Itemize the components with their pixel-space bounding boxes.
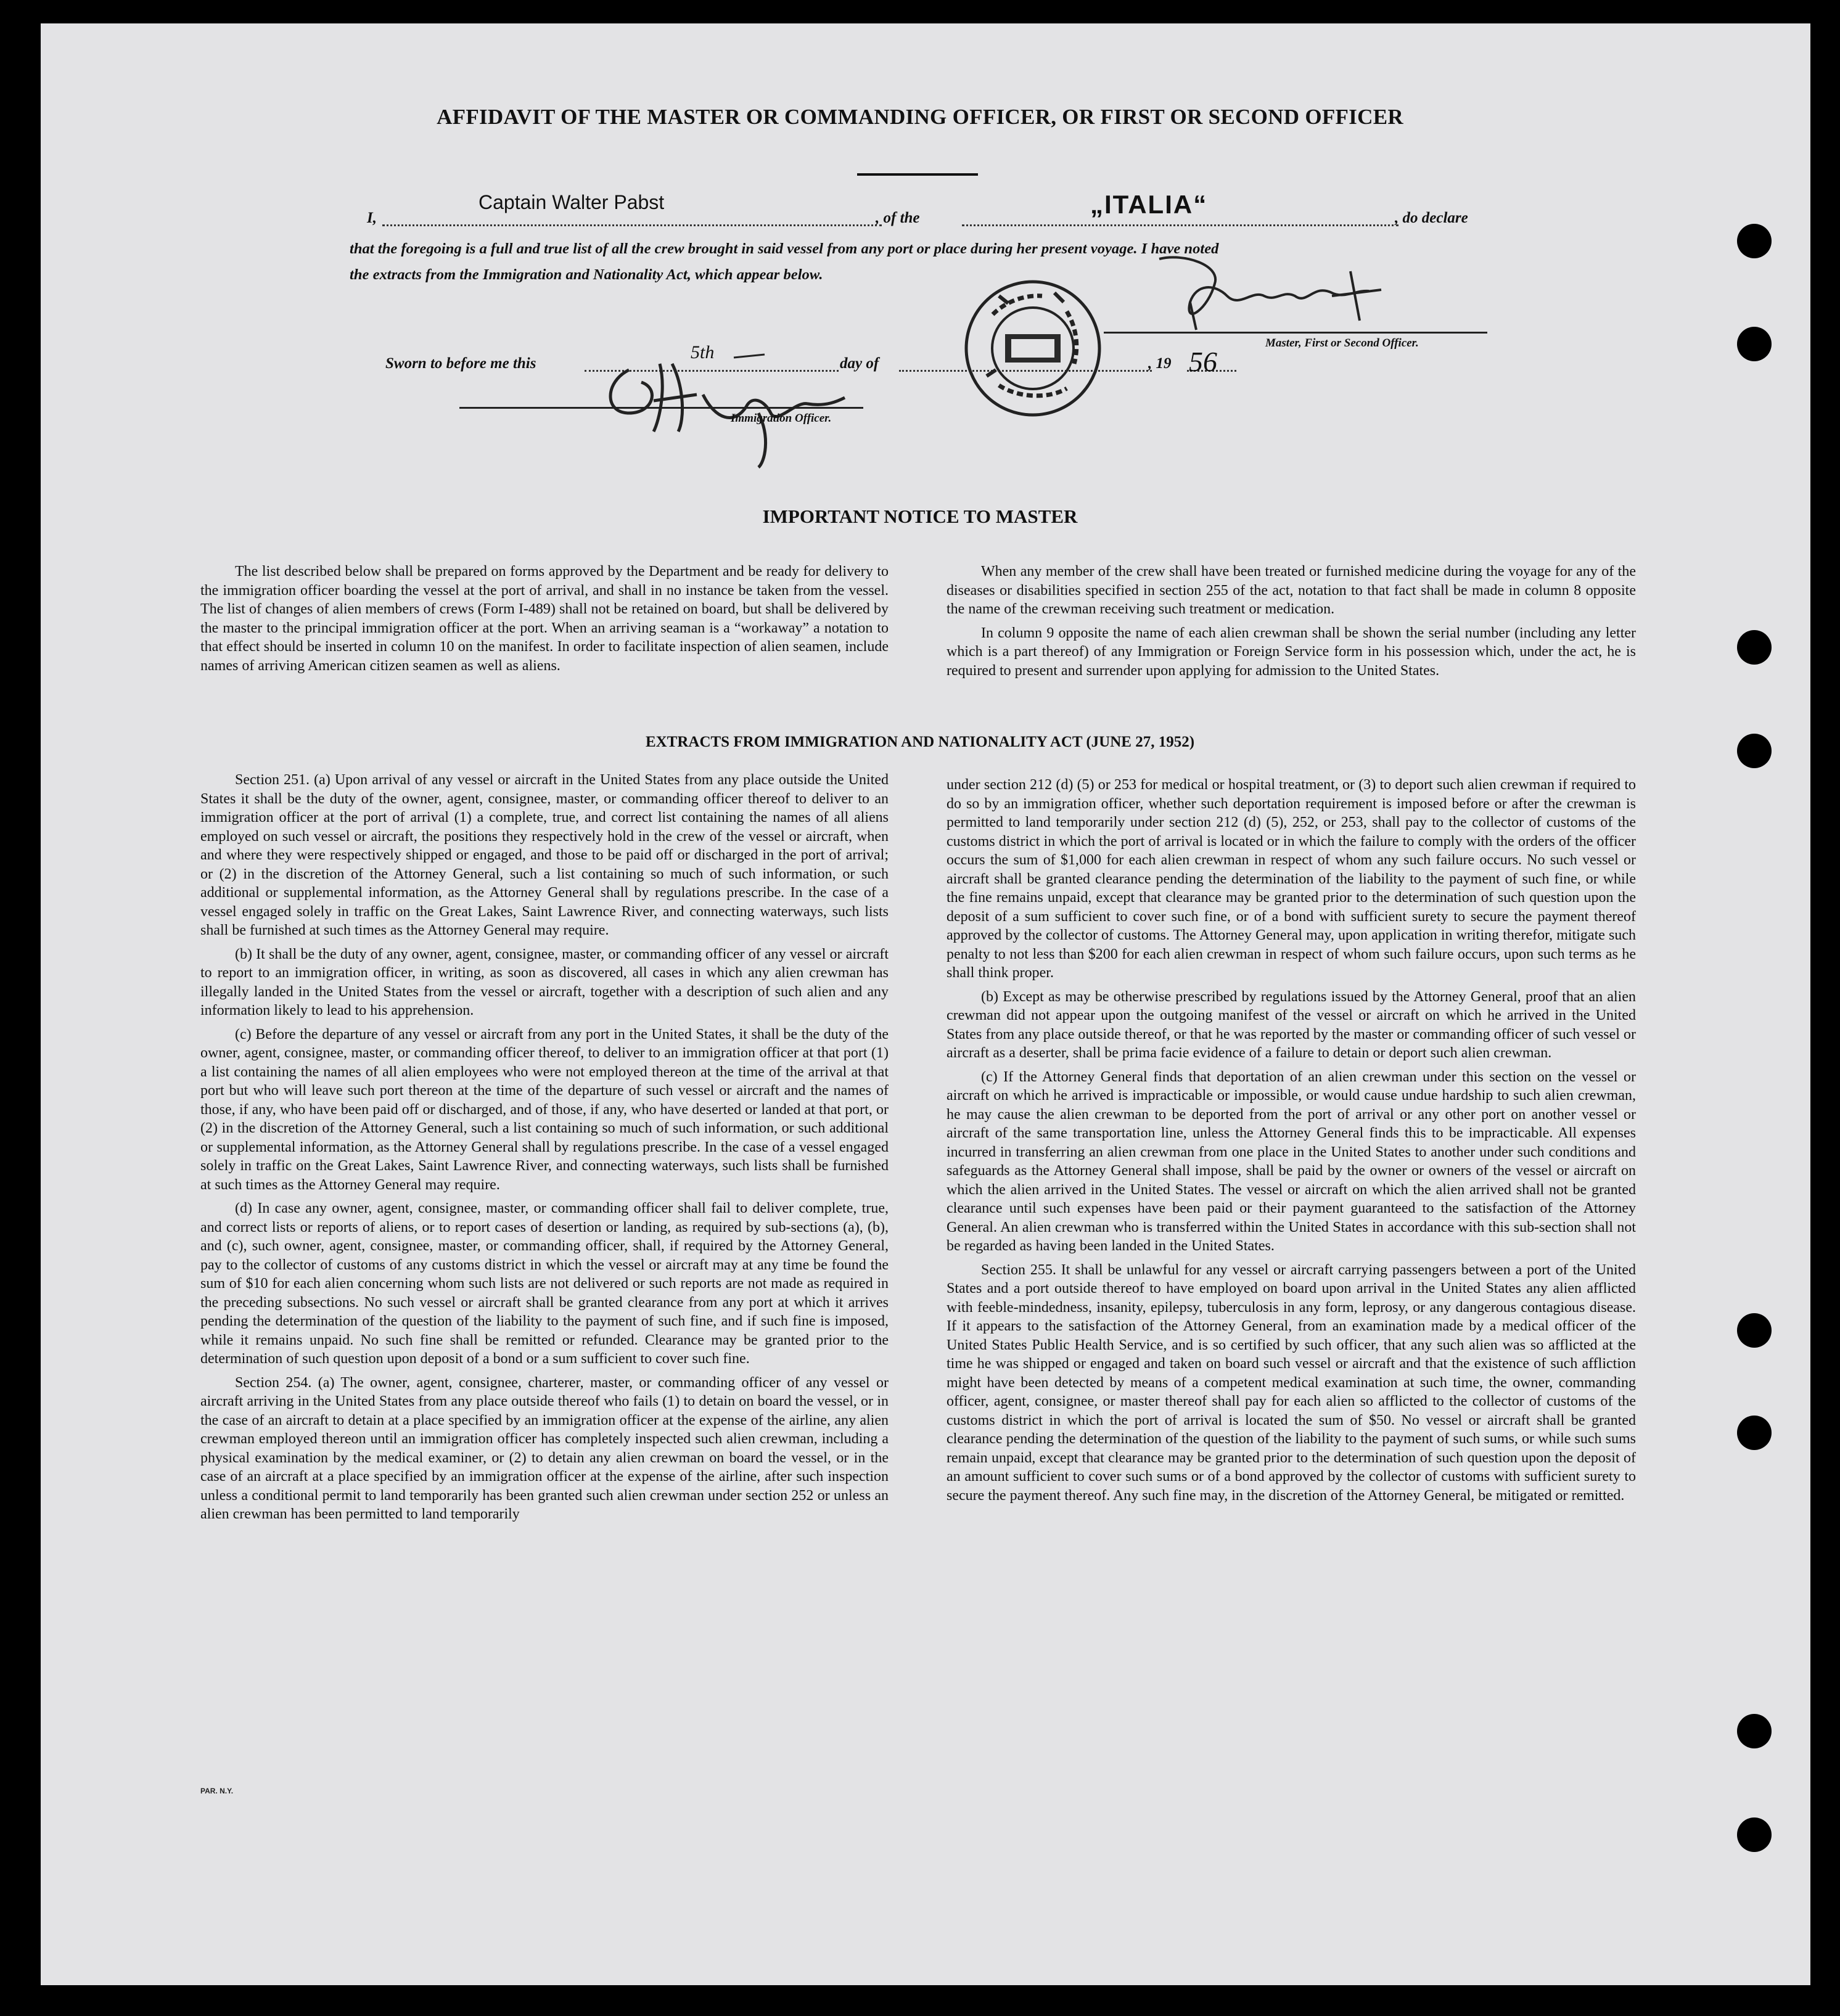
title-divider	[857, 173, 978, 176]
section-251-b: (b) It shall be the duty of any owner, agent, consignee, master, or commanding officer of any vessel or aircraft to report to an immigration officer, in writing, as soon as discovered, all cases in which any alien crewman has illegally landed in the United States from the vessel or aircraft, together with a description of such alien and any information likely to lead to his apprehension.	[200, 946, 889, 1018]
section-251-d: (d) In case any owner, agent, consignee, master, or commanding officer shall fail to deliver complete, true, and correct lists or reports of aliens, or to report cases of desertion or landing, as required by sub-sections (a), (b), and (c), such owner, agent, consignee, master, or commanding officer, shall, if required by the Attorney General, pay to the collector of customs of any customs district in which the vessel or aircraft may at any time be found the sum of $10 for each alien concerning whom such lists are not delivered or such reports are not made as required in the preceding subsections. No such vessel or aircraft shall be granted clearance from any port at which it arrives pending the determination of the question of the liability to the payment of such fine, and if such fine is imposed, while it remains unpaid. No such fine shall be remitted or refunded. Clearance may be granted prior to the determination of such question upon deposit of a bond or a sum sufficient to cover such fine.	[200, 1200, 889, 1367]
vessel-name-value: „ITALIA“	[1090, 190, 1208, 219]
shipping-line-stamp	[962, 277, 1104, 419]
binder-hole	[1737, 1714, 1772, 1748]
section-254-a-continued: under section 212 (d) (5) or 253 for medical or hospital treatment, or (3) to deport such alien crewman if required to do so by an immigration officer, whether such deportation requirement is imposed before or after the crewman is permitted to land temporarily under section 212 (d) (5), 252, or 253, shall pay to the collector of customs of the customs district in which the port of arrival is located or in which the failure to comply with the orders of the officer occurs the sum of $1,000 for each alien crewman in respect of whom any such failure occurs. No such vessel or aircraft shall be granted clearance pending the determination of the liability to the payment of such fine, or while the fine remains unpaid, except that clearance may be granted prior to the determination of such question upon the deposit of a sum sufficient to cover such fine, or of a bond with sufficient surety to secure the payment thereof approved by the collector of customs. The Attorney General may, upon application in writing therefor, mitigate such penalty to not less than $200 for each alien crewman in respect of whom such failure occurs, upon such terms as he shall think proper.	[947, 777, 1636, 981]
i-label: I,	[367, 210, 377, 226]
binder-hole	[1737, 224, 1772, 258]
name-dotted-line	[382, 224, 882, 226]
notice-left-column	[200, 562, 889, 680]
binder-hole	[1737, 1313, 1772, 1348]
section-255: Section 255. It shall be unlawful for any vessel or aircraft carrying passengers between a port of the United States and a port outside thereof to have employed on board upon arrival in the United States any alien afflicted with feeble-mindedness, insanity, epilepsy, tuberculosis in any form, leprosy, or any dangerous contagious disease. If it appears to the satisfaction of the Attorney General, from an examination made by a medical officer of the United States Public Health Service, and is so certified by such officer, that any such alien was so afflicted at the time he was shipped or engaged and taken on board such vessel or aircraft and that the existence of such affliction might have been detected by means of a competent medical examination at such time, the owner, commanding officer, agent, consignee, or master thereof shall pay for each alien so afflicted to the collector of customs of the customs district in which the port of arrival is located the sum of $50. No vessel or aircraft shall be granted clearance pending the determination of the question of the liability to the payment of such sums, or while such sums remain unpaid, except that clearance may be granted prior to the determination of such question upon the deposit of an amount sufficient to cover such sums or of a bond approved by the collector of customs with sufficient surety to secure the payment thereof. Any such fine may, in the discretion of the Attorney General, be mitigated or remitted.	[947, 1261, 1636, 1504]
binder-hole	[1737, 1416, 1772, 1450]
master-name-value: Captain Walter Pabst	[478, 191, 665, 213]
do-declare-label: , do declare	[1395, 210, 1468, 226]
notice-right-column	[947, 562, 1636, 685]
of-the-label: , of the	[876, 210, 920, 226]
immigration-officer-signature-line	[459, 407, 863, 409]
binder-hole	[1737, 630, 1772, 665]
binder-hole	[1737, 1817, 1772, 1852]
master-signature	[1147, 247, 1406, 333]
binder-hole	[1737, 327, 1772, 361]
sworn-label: Sworn to before me this	[385, 355, 536, 372]
important-notice-heading: IMPORTANT NOTICE TO MASTER	[762, 506, 1078, 527]
affidavit-title: AFFIDAVIT OF THE MASTER OR COMMANDING OFFICER, OR FIRST OR SECOND OFFICER	[437, 105, 1403, 129]
extracts-heading: EXTRACTS FROM IMMIGRATION AND NATIONALITY ACT (JUNE 27, 1952)	[645, 734, 1195, 750]
section-254-b: (b) Except as may be otherwise prescribed by regulations issued by the Attorney General, proof that an alien crewman did not appear upon the outgoing manifest of the vessel or aircraft on which he arrived in the United States from any place outside thereof, or that he was reported by the master or commanding officer of such vessel or aircraft as a deserter, shall be prima facie evidence of a failure to detain or deport such alien crewman.	[947, 988, 1636, 1061]
sworn-day-value: 5th	[691, 342, 715, 363]
section-254-a: Section 254. (a) The owner, agent, consignee, charterer, master, or commanding officer of any vessel or aircraft arriving in the United States from any place outside thereof who fails (1) to detain on board the vessel, or in the case of an aircraft to detain at a place specified by an immigration officer at the expense of the airline, any alien crewman employed thereon until an immigration officer has completely inspected such alien crewman, including a physical examination by the medical examiner, or (2) to detain any alien crewman on board the vessel, or in the case of an aircraft at a place specified by an immigration officer at the expense of the airline, after such inspection unless a conditional permit to land temporarily has been granted such alien crewman under section 252 or unless an alien crewman has been permitted to land temporarily	[200, 1374, 889, 1522]
printer-mark: PAR. N.Y.	[200, 1787, 234, 1795]
section-254-c: (c) If the Attorney General finds that deportation of an alien crewman under this section on the vessel or aircraft on which he arrived is impracticable or impossible, or would cause undue hardship to such alien crewman, he may cause the alien crewman to be deported from the port of arrival or any other port on another vessel or aircraft of the same transportation line, unless the Attorney General finds this to be impracticable. All expenses incurred in transferring an alien crewman from one place in the United States to another under such conditions and safeguards as the Attorney General shall impose, shall be paid by the owner or owners of the vessel or aircraft on which the alien arrived in the United States. The vessel or aircraft on which the alien arrived shall not be granted clearance until such expenses have been paid or their payment guaranteed to the satisfaction of the Attorney General. An alien crewman who is transferred within the United States in accordance with this sub-section shall not be regarded as having been landed in the United States.	[947, 1068, 1636, 1254]
extracts-left-column	[200, 771, 889, 1529]
year-prefix-label: , 19	[1148, 355, 1172, 372]
year-value: 56	[1189, 346, 1217, 377]
declaration-line-2: the extracts from the Immigration and Nationality Act, which appear below.	[350, 266, 823, 283]
master-signature-caption: Master, First or Second Officer.	[1265, 337, 1419, 350]
notice-right-paragraph-1: When any member of the crew shall have been treated or furnished medicine during the voyage for any of the diseases or disabilities specified in section 255 of the act, notation to that fact shall be made in column 8 opposite the name of the crewman receiving such treatment or medication.	[947, 563, 1636, 617]
day-of-label: day of	[840, 355, 879, 372]
immigration-officer-caption: Immigration Officer.	[731, 412, 832, 425]
vessel-dotted-line	[962, 224, 1398, 226]
section-251-a: Section 251. (a) Upon arrival of any vessel or aircraft in the United States from any place outside the United States it shall be the duty of the owner, agent, consignee, master, or commanding officer thereof to deliver to an immigration officer at the port of arrival (1) a complete, true, and correct list containing the names of all aliens employed on such vessel or aircraft, the positions they respectively hold in the crew of the vessel or aircraft, when and where they were respectively shipped or engaged, and those to be paid off or discharged in the port of arrival; or (2) in the discretion of the Attorney General, such a list containing so much of such information, or such additional or supplemental information, as the Attorney General shall by regulations prescribe. In the case of a vessel engaged solely in traffic on the Great Lakes, Saint Lawrence River, and connecting waterways, such lists shall be furnished at such times as the Attorney General may require.	[200, 772, 889, 938]
declaration-line-1: that the foregoing is a full and true list of all the crew brought in said vessel from any port or place during her present voyage. I have noted	[350, 240, 1219, 257]
notice-right-paragraph-2: In column 9 opposite the name of each alien crewman shall be shown the serial number (including any letter which is a part thereof) of any Immigration or Foreign Service form in his possession which, under the act, he is required to present and surrender upon applying for admission to the United States.	[947, 625, 1636, 679]
notice-left-paragraph: The list described below shall be prepared on forms approved by the Department and be ready for delivery to the immigration officer boarding the vessel at the port of arrival, and shall in no instance be taken from the vessel. The list of changes of alien members of crews (Form I-489) shall not be retained on board, but shall be delivered by the master to the principal immigration officer at the port. When an arriving seaman is a “workaway” a notation to that effect should be inserted in column 10 on the manifest. In order to facilitate inspection of alien seamen, include names of arriving American citizen seamen as well as aliens.	[200, 563, 889, 674]
extracts-right-column	[947, 776, 1636, 1510]
section-251-c: (c) Before the departure of any vessel or aircraft from any port in the United States, it shall be the duty of the owner, agent, consignee, master, or commanding officer thereof, to deliver to an immigration officer at that port (1) a list containing the names of all alien employees who were not employed thereon at the time of the arrival at that port but who will leave such port thereon at the time of the departure of such vessel or aircraft and the names of those, if any, who have been paid off or discharged, and of those, if any, who have deserted or landed at that port, or (2) in the discretion of the Attorney General, such a list containing so much of such information, or such additional or supplemental information, as the Attorney General shall by regulations prescribe. In the case of a vessel engaged solely in traffic on the Great Lakes, Saint Lawrence River, and connecting waterways, such lists shall be furnished at such times as the Attorney General may require.	[200, 1026, 889, 1193]
